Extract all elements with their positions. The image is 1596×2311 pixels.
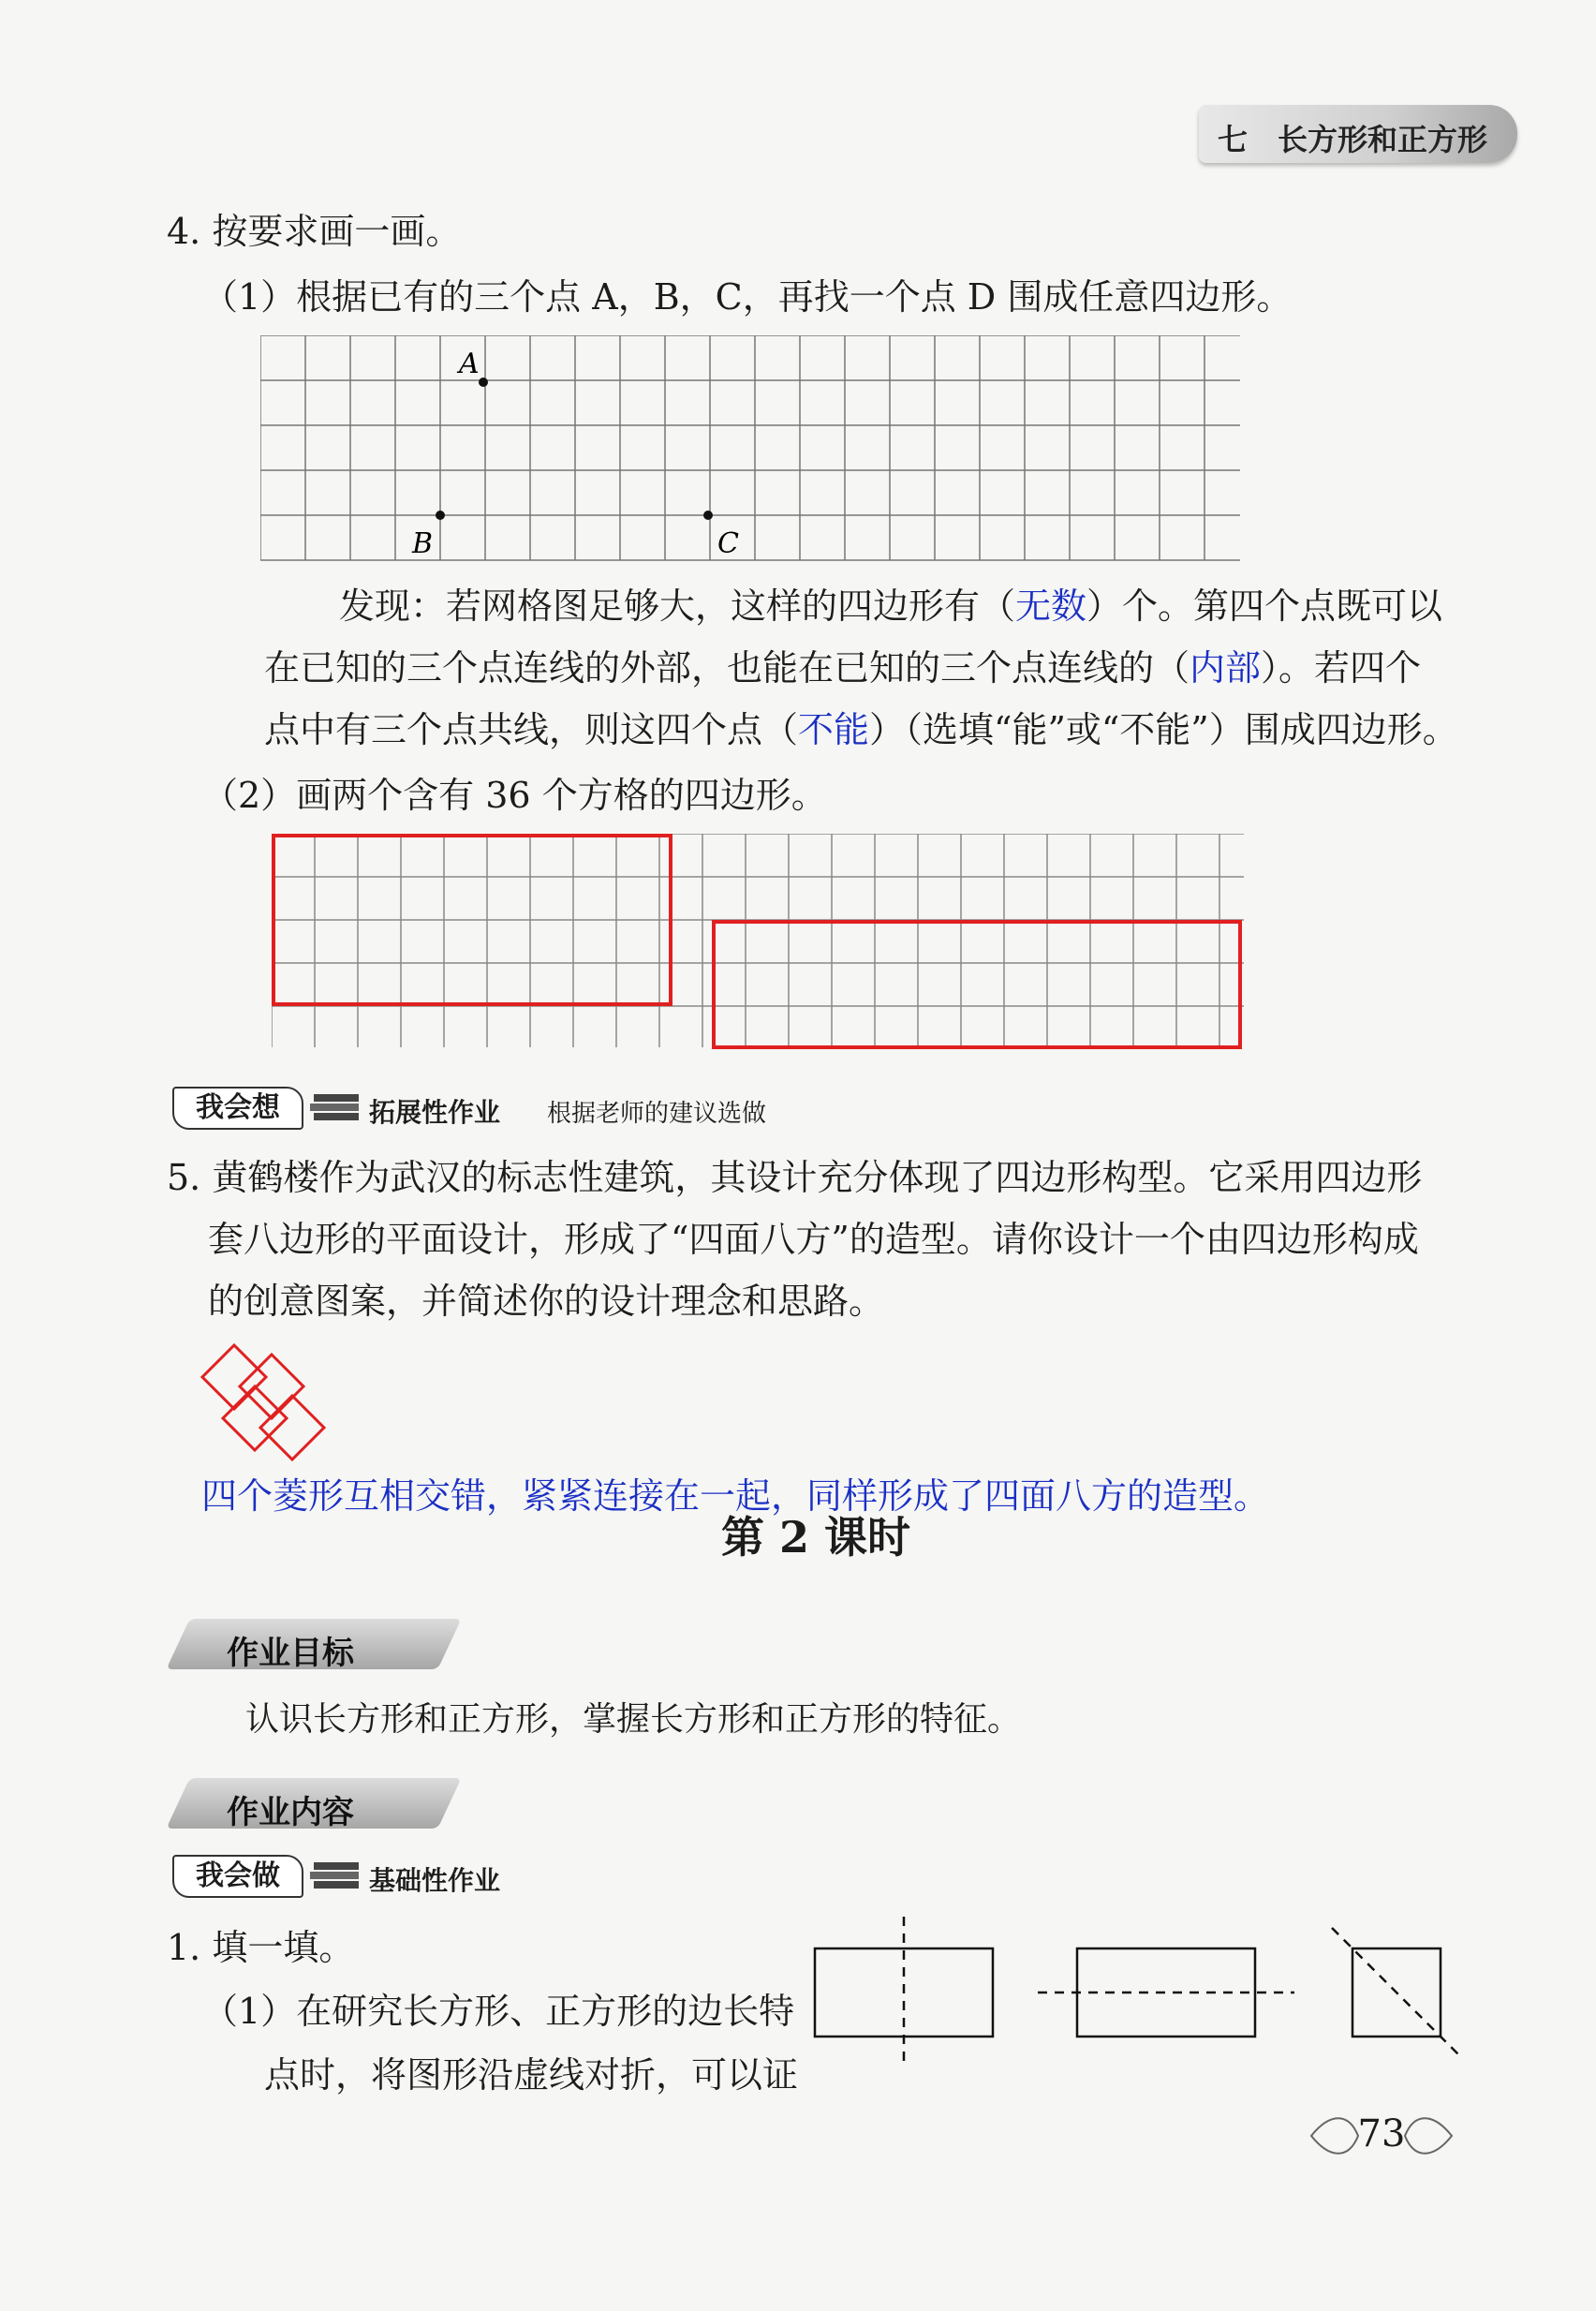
q5-answer: 四个菱形互相交错，紧紧连接在一起，同样形成了四面八方的造型。 bbox=[201, 1475, 1270, 1517]
answer-blank-2: 内部 bbox=[1190, 647, 1262, 689]
grid-rectangles bbox=[272, 834, 1246, 1049]
q5-line3: 的创意图案，并简述你的设计理念和思路。 bbox=[208, 1281, 885, 1322]
badge-basic bbox=[172, 1855, 641, 1898]
page-number: 73 bbox=[1357, 2112, 1406, 2155]
goal-text: 认识长方形和正方形，掌握长方形和正方形的特征。 bbox=[245, 1700, 1022, 1739]
books-icon-2 bbox=[308, 1857, 364, 1896]
q1-line1: （1）在研究长方形、正方形的边长特 bbox=[202, 1991, 795, 2032]
content-tab: 作业内容 bbox=[178, 1778, 459, 1829]
grid-points bbox=[260, 335, 1249, 565]
label-b: B bbox=[412, 527, 434, 560]
answer-blank-3: 不能 bbox=[798, 709, 870, 750]
q1-line2: 点时，将图形沿虚线对折，可以证 bbox=[264, 2054, 799, 2096]
q4-part2: （2）画两个含有 36 个方格的四边形。 bbox=[202, 775, 827, 816]
q4-title: 4. 按要求画一画。 bbox=[167, 211, 462, 252]
point-b bbox=[436, 511, 445, 520]
red-rectangle-2 bbox=[714, 922, 1240, 1047]
answer-blank-1: 无数 bbox=[1015, 585, 1087, 627]
rhombus-design bbox=[197, 1340, 337, 1471]
q1-title: 1. 填一填。 bbox=[167, 1927, 355, 1968]
fold-figures bbox=[805, 1911, 1480, 2070]
label-a: A bbox=[459, 348, 480, 380]
chapter-header bbox=[1199, 105, 1517, 163]
point-c bbox=[703, 511, 713, 520]
badge-label: 我会想 bbox=[172, 1087, 303, 1130]
finding-line3: 点中有三个点共线，则这四个点（不能）（选填“能”或“不能”）围成四边形。 bbox=[264, 709, 1458, 750]
badge-type-2: 基础性作业 bbox=[369, 1865, 501, 1896]
lesson-title: 第 2 课时 bbox=[721, 1512, 911, 1563]
badge-extension bbox=[172, 1087, 847, 1130]
chapter-title: 七 长方形和正方形 bbox=[1218, 122, 1488, 157]
goal-tab: 作业目标 bbox=[178, 1619, 459, 1669]
books-icon bbox=[308, 1089, 364, 1128]
finding-line1: 发现：若网格图足够大，这样的四边形有（无数）个。第四个点既可以 bbox=[339, 585, 1443, 627]
q4-part1: （1）根据已有的三个点 A，B，C，再找一个点 D 围成任意四边形。 bbox=[202, 276, 1293, 318]
q5-line1: 5. 黄鹤楼作为武汉的标志性建筑，其设计充分体现了四边形构型。它采用四边形 bbox=[167, 1157, 1423, 1198]
q5-line2: 套八边形的平面设计，形成了“四面八方”的造型。请你设计一个由四边形构成 bbox=[208, 1219, 1419, 1260]
badge-type: 拓展性作业 bbox=[369, 1097, 501, 1128]
finding-line2: 在已知的三个点连线的外部，也能在已知的三个点连线的（内部）。若四个 bbox=[264, 647, 1422, 689]
point-a bbox=[479, 378, 488, 387]
label-c: C bbox=[717, 527, 739, 560]
badge-label-2: 我会做 bbox=[172, 1855, 303, 1898]
badge-hint: 根据老师的建议选做 bbox=[547, 1100, 767, 1128]
